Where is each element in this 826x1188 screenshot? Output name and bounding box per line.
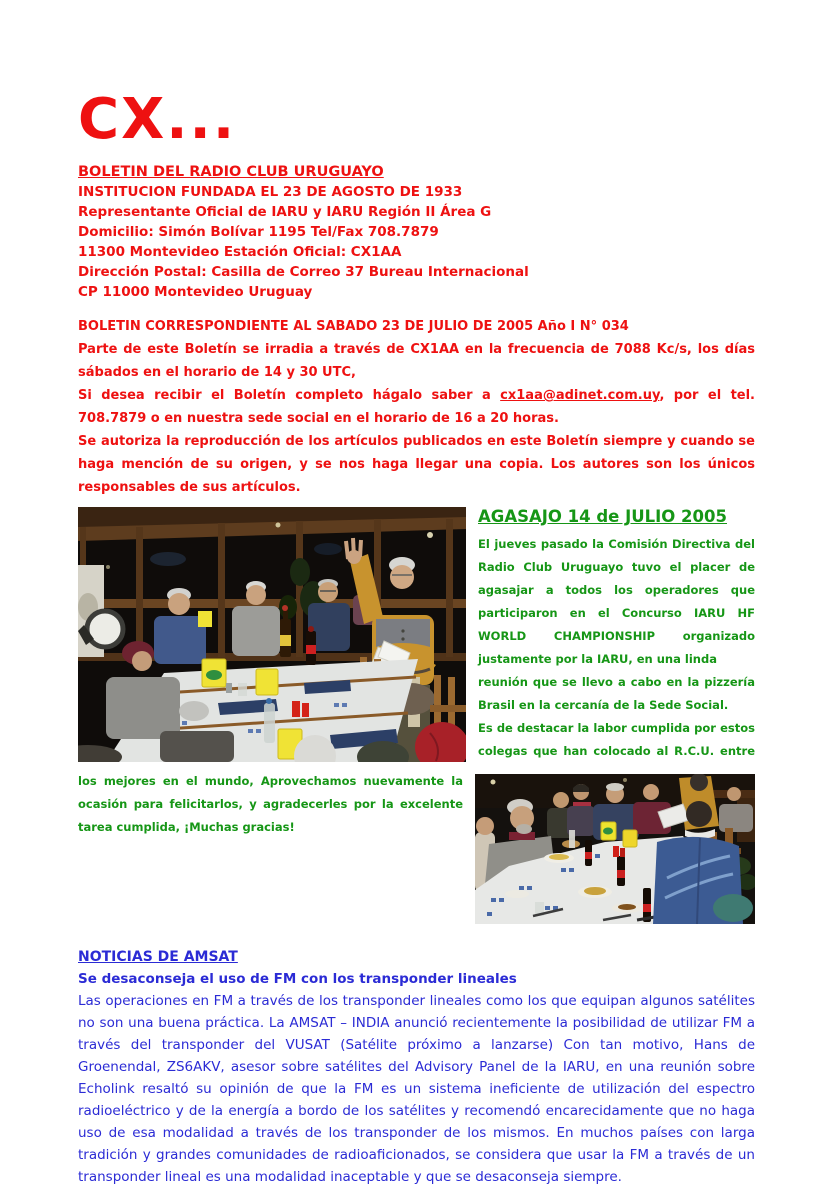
issue-section: [78, 315, 755, 499]
masthead-line-postal: Dirección Postal: Casilla de Correo 37 Bureau Internacional: [78, 264, 529, 280]
subscribe-text-pre: Si desea recibir el Boletín completo hágalo saber a: [78, 388, 501, 403]
issue-heading: BOLETIN CORRESPONDIENTE AL SABADO 23 DE JULIO DE 2005 Año I N° 034: [78, 319, 629, 334]
dinner-meeting-photo: [78, 507, 466, 762]
agasajo-section: [78, 505, 755, 932]
masthead-line-city: CP 11000 Montevideo Uruguay: [78, 284, 313, 300]
masthead-line-founded: INSTITUCION FUNDADA EL 23 DE AGOSTO DE 1933: [78, 184, 463, 200]
masthead-line-station: 11300 Montevideo Estación Oficial: CX1AA: [78, 244, 402, 260]
bulletin-title: BOLETIN DEL RADIO CLUB URUGUAYO: [78, 164, 384, 180]
issue-paragraph-broadcast: Parte de este Boletín se irradia a través de CX1AA en la frecuencia de 7088 Kc/s, los días sábados en el horario de 14 y 30 UTC,: [78, 342, 755, 380]
subscribe-text-post: , por el tel. 708.7879 o en nuestra sede social en el horario de 16 a 20 horas.: [78, 388, 755, 426]
amsat-subtitle: Se desaconseja el uso de FM con los transponder lineales: [78, 971, 517, 987]
masthead-line-iaru: Representante Oficial de IARU y IARU Región II Área G: [78, 204, 492, 220]
issue-paragraph-reproduction: Se autoriza la reproducción de los artículos publicados en este Boletín siempre y cuando se haga mención de su origen, y se nos haga llegar una copia. Los autores son los únicos responsables de sus artículos.: [78, 434, 755, 495]
amsat-section: [78, 946, 755, 1188]
agasajo-paragraph-3: Es de destacar la labor cumplida por estos colegas que han colocado al R.C.U. entre los mejores en el mundo, Aprovechamos nuevamente la ocasión para felicitarlos, y agradecerles por la excelente tarea cumplida, ¡Muchas gracias!: [78, 721, 755, 834]
issue-paragraph-subscribe: [78, 384, 755, 430]
club-logo: CX...: [78, 87, 237, 152]
dinner-table-photo: [475, 774, 755, 924]
amsat-body: Las operaciones en FM a través de los transponder lineales como los que equipan algunos satélites no son una buena práctica. La AMSAT – INDIA anunció recientemente la posibilidad de utilizar FM a través del transponder del VUSAT (Satélite próximo a lanzarse) Con tan motivo, Hans de Groenendal, ZS6AKV, asesor sobre satélites del Advisory Panel de la IARU, en una reunión sobre Echolink resaltó su opinión de que la FM es un sistema ineficiente de utilización del espectro radioeléctrico y de la energía a bordo de los satélites y recomendó encarecidamente que no haga uso de esa modalidad a través de los transponder de los mismos. En muchos países con larga tradición y grandes comunidades de radioaficionados, se considera que usar la FM a través de un transponder lineal es una modalidad inaceptable y que se desaconseja siempre.: [78, 993, 755, 1185]
masthead: [78, 162, 755, 302]
agasajo-paragraph-2: reunión que se llevo a cabo en la pizzería Brasil en la cercanía de la Sede Social.: [478, 675, 755, 712]
agasajo-paragraph-1: El jueves pasado la Comisión Directiva del Radio Club Uruguayo tuvo el placer de agasajar a todos los operadores que participaron en el Concurso IARU HF WORLD CHAMPIONSHIP organizado justamente por la IARU, en una linda: [478, 537, 755, 666]
email-link[interactable]: cx1aa@adinet.com.uy: [500, 388, 660, 403]
dinner-table-illustration: [475, 774, 755, 924]
agasajo-title: AGASAJO 14 de JULIO 2005: [478, 507, 727, 526]
amsat-title: NOTICIAS DE AMSAT: [78, 949, 238, 965]
masthead-line-address: Domicilio: Simón Bolívar 1195 Tel/Fax 708.7879: [78, 224, 439, 240]
dinner-meeting-illustration: [78, 507, 466, 762]
